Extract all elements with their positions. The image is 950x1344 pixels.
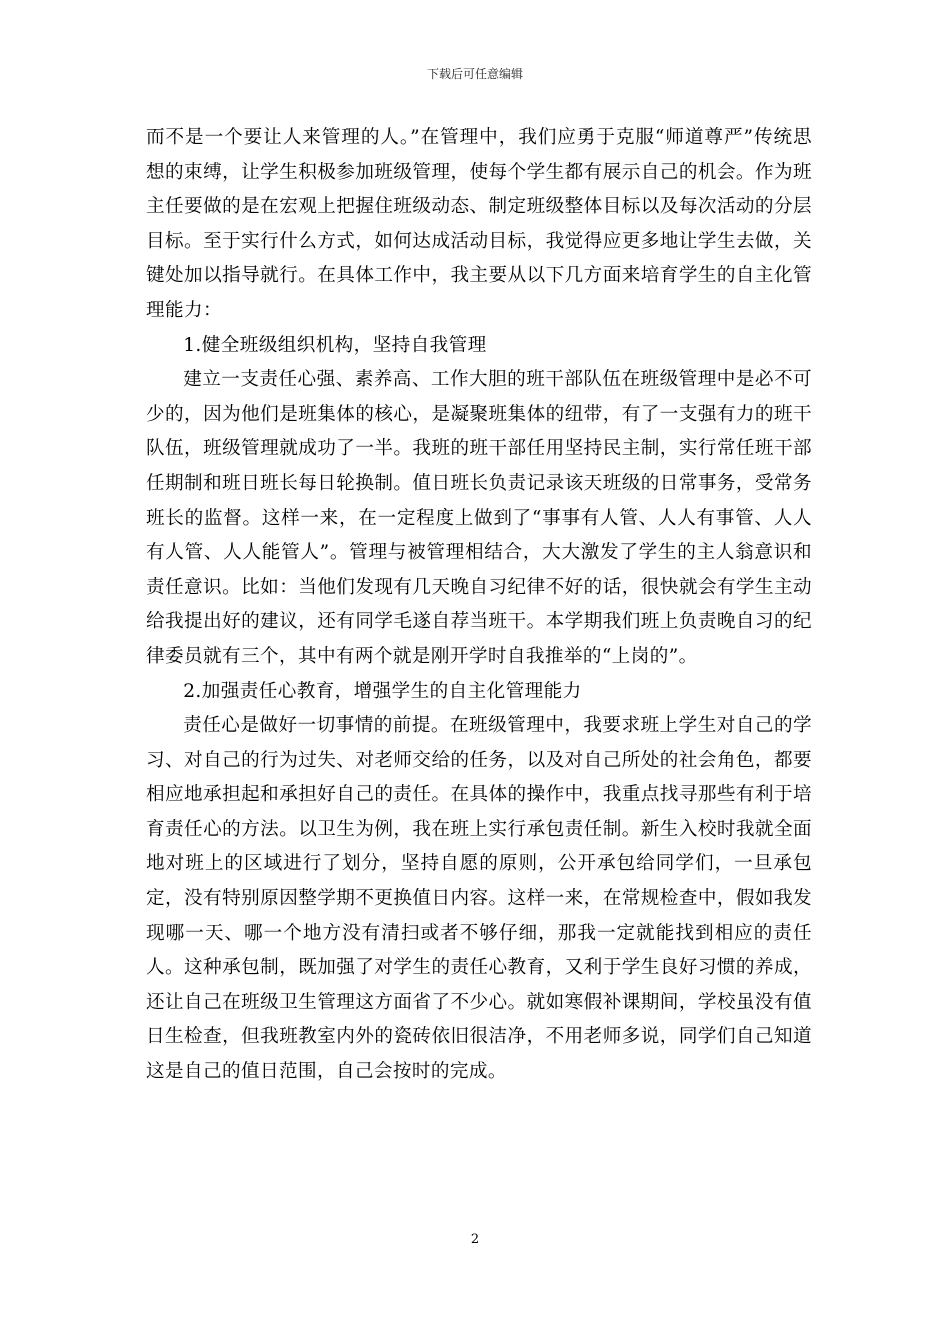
section-heading: 1.健全班级组织机构，坚持自我管理 (183, 334, 487, 356)
page-number: 2 (470, 1232, 480, 1247)
page-header: 下载后可任意编辑 (426, 67, 523, 81)
body-paragraph: 责任心是做好一切事情的前提。在班级管理中，我要求班上学生对自己的学习、对自己的行为过失、对老师交给的任务，以及对自己所处的社会角色，都要相应地承担起和承担好自己的责任。在具体的操作中，我重点找寻那些有利于培育责任心的方法。以卫生为例，我在班上实行承包责任制。新生入校时我就全面地对班上的区域进行了划分，坚持自愿的原则，公开承包给同学们，一旦承包定，没有特别原因整学期不更换值日内容。这样一来，在常规检查中，假如我发现哪一天、哪一个地方没有清扫或者不够仔细，那我一定就能找到相应的责任人。这种承包制，既加强了对学生的责任心教育，又利于学生良好习惯的养成，还让自己在班级卫生管理这方面省了不少心。就如寒假补课期间，学校虽没有值日生检查，但我班教室内外的瓷砖依旧很洁净，不用老师多说，同学们自己知道这是自己的值日范围，自己会按时的完成。 (146, 715, 812, 1083)
document-body (146, 121, 812, 1090)
body-paragraph: 建立一支责任心强、素养高、工作大胆的班干部队伍在班级管理中是必不可少的，因为他们是班集体的核心，是凝聚班集体的纽带，有了一支强有力的班干队伍，班级管理就成功了一半。我班的班干部任用坚持民主制，实行常任班干部任期制和班日班长每日轮换制。值日班长负责记录该天班级的日常事务，受常务班长的监督。这样一来，在一定程度上做到了“事事有人管、人人有事管、人人有人管、人人能管人”。管理与被管理相结合，大大激发了学生的主人翁意识和责任意识。比如：当他们发现有几天晚自习纪律不好的话，很快就会有学生主动给我提出好的建议，还有同学毛遂自荐当班干。本学期我们班上负责晚自习的纪律委员就有三个，其中有两个就是刚开学时自我推举的“上岗的”。 (146, 369, 812, 667)
section-heading: 2.加强责任心教育，增强学生的自主化管理能力 (183, 680, 582, 702)
body-paragraph: 而不是一个要让人来管理的人。”在管理中，我们应勇于克服“师道尊严”传统思想的束缚，让学生积极参加班级管理，使每个学生都有展示自己的机会。作为班主任要做的是在宏观上把握住班级动态、制定班级整体目标以及每次活动的分层目标。至于实行什么方式，如何达成活动目标，我觉得应更多地让学生去做，关键处加以指导就行。在具体工作中，我主要从以下几方面来培育学生的自主化管理能力： (146, 127, 812, 321)
